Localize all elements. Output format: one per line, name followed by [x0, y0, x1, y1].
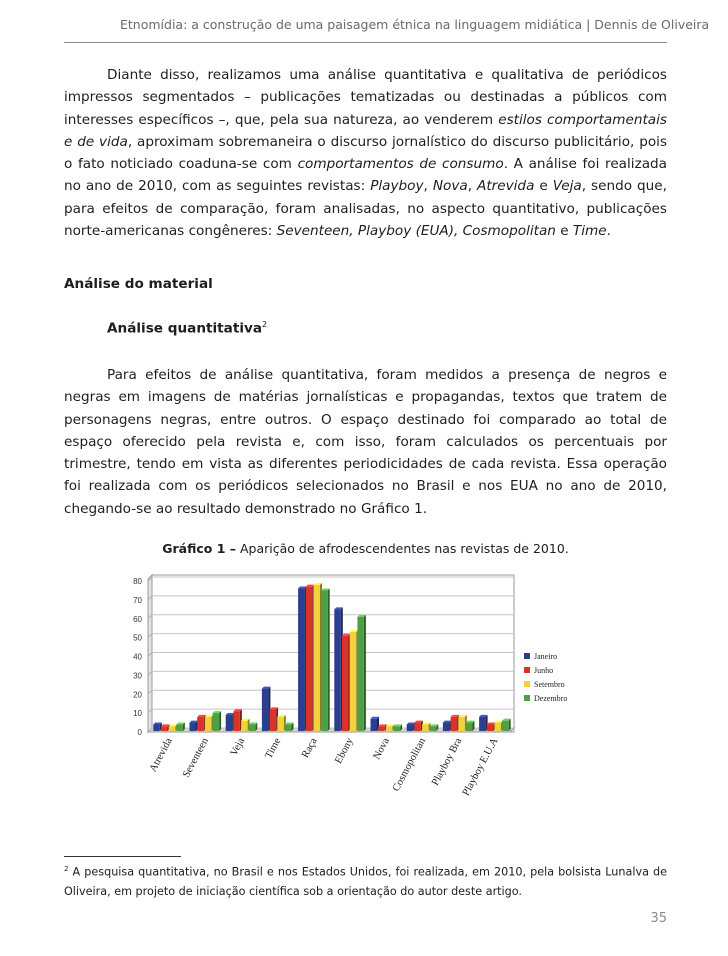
y-tick-label: 70 [133, 595, 142, 605]
subsection-heading [107, 320, 267, 337]
x-category-label: Raça [299, 736, 320, 760]
italic-run: Time [572, 223, 607, 240]
bar [197, 717, 204, 731]
y-tick-label: 80 [133, 577, 142, 586]
section-heading: Análise do material [64, 276, 213, 292]
bar [394, 726, 401, 731]
legend-label: Janeiro [534, 652, 558, 661]
italic-run: Playboy [370, 178, 424, 195]
text-run: , aproximam sobremaneira o discurso jornalístico do discurso publicitário, pois o fato noticiado coaduna-se com [64, 133, 667, 173]
bar-side [328, 588, 330, 731]
x-category-label: Playboy E.U.A [460, 736, 501, 798]
bar [458, 717, 465, 731]
header-rule [64, 42, 667, 43]
bar-side [509, 719, 511, 731]
italic-run: estilos comportamentais e de vida [64, 111, 667, 150]
text-run: , sendo que, para efeitos de comparação, foram analisadas, no aspecto quantitativo, publicações norte-americanas congêneres: [64, 178, 667, 240]
bar [161, 726, 168, 731]
bar [378, 726, 385, 731]
italic-run: Veja [552, 178, 582, 195]
bar [386, 726, 393, 731]
chart-caption-label: Gráfico 1 – [162, 541, 237, 556]
bar-chart-svg [112, 563, 602, 835]
bar [321, 590, 328, 731]
bar [407, 724, 414, 731]
legend-label: Junho [534, 666, 554, 675]
y-tick-label: 30 [133, 671, 142, 681]
bar [371, 719, 378, 731]
y-tick-label: 50 [133, 633, 142, 643]
chart-caption-text: Aparição de afrodescendentes nas revistas de 2010. [236, 541, 569, 556]
text-run: e [555, 223, 573, 240]
text-run: . [606, 223, 611, 240]
bar [430, 726, 437, 731]
bar [487, 724, 494, 731]
bar [176, 724, 183, 731]
paragraph-method [64, 364, 667, 520]
x-category-label: Seventeen [180, 736, 211, 780]
text-run: . A análise foi realizada no ano de 2010, com as seguintes revistas: [64, 156, 667, 195]
italic-run: Atrevida [477, 178, 535, 195]
bar [249, 724, 256, 731]
footnote-mark: 2 [64, 865, 69, 873]
footnote-rule [64, 856, 181, 857]
bar [357, 617, 364, 731]
text-run: , [467, 178, 478, 195]
legend-label: Dezembro [534, 694, 568, 703]
bar [350, 632, 357, 731]
page-number: 35 [650, 911, 667, 926]
bar [422, 724, 429, 731]
bar [169, 726, 176, 731]
legend-swatch [524, 667, 530, 673]
bar [298, 589, 305, 731]
y-tick-label: 60 [133, 614, 142, 624]
bar [466, 723, 473, 731]
bar [213, 713, 220, 731]
x-category-label: Nova [371, 736, 392, 762]
bar [479, 717, 486, 731]
text-run: , [423, 178, 433, 195]
bar [153, 724, 160, 731]
subsection-heading-text: Análise quantitativa [107, 320, 263, 337]
legend-swatch [524, 695, 530, 701]
bar [233, 711, 240, 731]
bar [277, 717, 284, 731]
x-category-label: Atrevida [147, 736, 175, 774]
footnote [64, 860, 667, 901]
y-tick-label: 10 [133, 709, 142, 719]
x-category-label: Ebony [333, 736, 356, 766]
bar-side [219, 711, 221, 731]
running-head: Etnomídia: a construção de uma paisagem étnica na linguagem midiática | Dennis de Oliveira [120, 17, 710, 32]
footnote-ref[interactable]: 2 [262, 320, 268, 329]
bar [190, 723, 197, 731]
italic-run: Nova [432, 178, 468, 195]
y-tick-label: 20 [133, 690, 142, 700]
bar [314, 585, 321, 731]
paragraph-intro [64, 64, 667, 242]
bar-side [364, 615, 366, 731]
bar [495, 723, 502, 731]
italic-run: comportamentos de consumo [297, 156, 504, 173]
legend-swatch [524, 653, 530, 659]
bar [285, 724, 292, 731]
bar-chart [112, 563, 602, 835]
y-tick-label: 0 [137, 728, 142, 737]
x-category-label: Time [263, 736, 284, 761]
bar [306, 587, 313, 731]
paragraph-2: Para efeitos de análise quantitativa, foram medidos a presença de negros e negras em imagens de matérias jornalísticas e propagandas, textos que tratem de personagens negras, entre outros. O espaço destinado foi comparado ao total de espaço oferecido pela revista e, com isso, foram calculados os percentuais por trimestre, tendo em vista as diferentes periodicidades de cada revista. Essa operação foi realizada com os periódicos selecionados no Brasil e nos EUA no ano de 2010, chegando-se ao resultado demonstrado no Gráfico 1. [64, 367, 667, 517]
bar [205, 717, 212, 731]
legend-swatch [524, 681, 530, 687]
x-category-label: Cosmopolitan [390, 736, 429, 794]
bar [241, 721, 248, 731]
bar [502, 721, 509, 731]
bar [342, 636, 349, 731]
paragraph-1 [64, 64, 667, 242]
text-run: Diante disso, realizamos uma análise quantitativa e qualitativa de periódicos impressos segmentados – publicações tematizadas ou destinadas a públicos com interesses específicos –, que, pela sua natureza, ao venderem [64, 67, 667, 128]
bar [451, 717, 458, 731]
text-run: e [534, 178, 553, 195]
italic-run: Seventeen, Playboy (EUA), Cosmopolitan [276, 223, 556, 240]
legend-label: Setembro [534, 680, 565, 689]
bar [262, 689, 269, 731]
y-tick-label: 40 [133, 652, 142, 662]
chart-caption [64, 541, 667, 556]
x-category-label: Veja [228, 736, 248, 758]
bar [334, 609, 341, 731]
plot-back-wall [152, 575, 514, 732]
bar [226, 715, 233, 731]
x-category-label: Playboy Bra [430, 736, 465, 788]
footnote-text: A pesquisa quantitativa, no Brasil e nos Estados Unidos, foi realizada, em 2010, pela bolsista Lunalva de Oliveira, em projeto de iniciação científica sob a orientação do autor deste artigo. [64, 865, 667, 898]
bar [443, 723, 450, 731]
bar [414, 723, 421, 731]
bar [270, 709, 277, 731]
